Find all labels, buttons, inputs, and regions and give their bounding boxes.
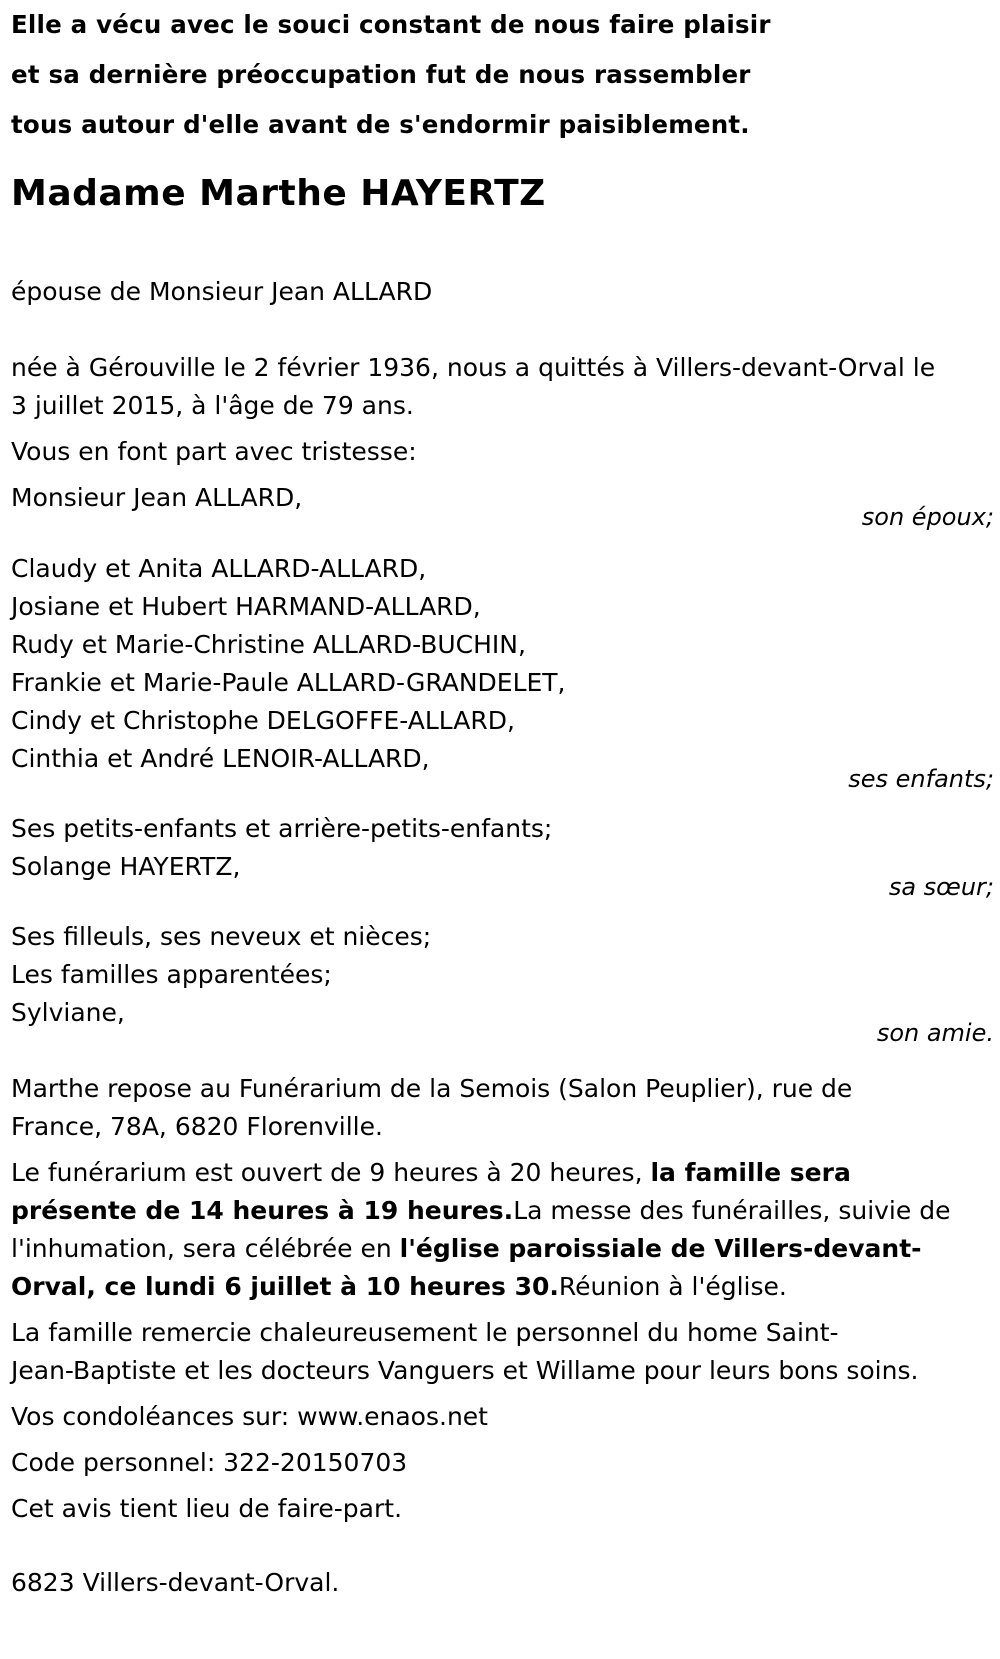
- family-name: Ses filleuls, ses neveux et nièces;: [11, 922, 432, 951]
- thanks-paragraph: [11, 1314, 991, 1390]
- family-name: Ses petits-enfants et arrière-petits-enfants;: [11, 814, 553, 843]
- relation-label: ses enfants;: [848, 765, 994, 793]
- relation-label: sa sœur;: [888, 873, 994, 901]
- funeral-emphasis: l'église paroissiale de Villers-devant-: [399, 1234, 922, 1263]
- epigraph-line-1: Elle a vécu avec le souci constant de nous faire plaisir: [11, 10, 771, 39]
- funeral-line-3: [11, 1230, 991, 1268]
- family-name: Josiane et Hubert HARMAND-ALLARD,: [11, 592, 481, 621]
- funeral-text: La messe des funérailles, suivie de: [513, 1196, 951, 1225]
- funeral-text: Le funérarium est ouvert de 9 heures à 20 heures,: [11, 1158, 651, 1187]
- epigraph-line-2: et sa dernière préoccupation fut de nous rassembler: [11, 60, 751, 89]
- deceased-name: Madame Marthe HAYERTZ: [11, 173, 546, 214]
- family-name: Monsieur Jean ALLARD,: [11, 483, 303, 512]
- family-group-sister: [11, 810, 994, 902]
- funeral-text: l'inhumation, sera célébrée en: [11, 1234, 400, 1263]
- funeral-text: Réunion à l'église.: [558, 1272, 787, 1301]
- personal-code: Code personnel: 322-20150703: [11, 1448, 408, 1477]
- funeral-paragraph: [11, 1154, 991, 1306]
- epigraph-line-3: tous autour d'elle avant de s'endormir paisiblement.: [11, 110, 750, 139]
- address-line: 6823 Villers-devant-Orval.: [11, 1568, 340, 1597]
- birth-death-paragraph: [11, 348, 991, 426]
- announcement: Vous en font part avec tristesse:: [11, 437, 417, 466]
- family-name: Cinthia et André LENOIR-ALLARD,: [11, 744, 430, 773]
- family-group-others: [11, 918, 994, 1048]
- family-group-children: [11, 550, 994, 794]
- condolences-line: Vos condoléances sur: www.enaos.net: [11, 1402, 488, 1431]
- family-name: Solange HAYERTZ,: [11, 852, 241, 881]
- family-name: Rudy et Marie-Christine ALLARD-BUCHIN,: [11, 630, 526, 659]
- relation-label: son époux;: [861, 503, 994, 531]
- family-name: Sylviane,: [11, 998, 125, 1027]
- epigraph: [11, 0, 991, 150]
- funeral-line-2: [11, 1192, 991, 1230]
- birth-death-line-2: 3 juillet 2015, à l'âge de 79 ans.: [11, 391, 414, 420]
- rest-line-2: France, 78A, 6820 Florenville.: [11, 1112, 383, 1141]
- funeral-line-1: [11, 1154, 991, 1192]
- funeral-emphasis: présente de 14 heures à 19 heures.: [11, 1196, 514, 1225]
- thanks-line-1: La famille remercie chaleureusement le personnel du home Saint-: [11, 1318, 839, 1347]
- rest-paragraph: [11, 1070, 991, 1146]
- rest-line-1: Marthe repose au Funérarium de la Semois (Salon Peuplier), rue de: [11, 1074, 853, 1103]
- spouse-line: épouse de Monsieur Jean ALLARD: [11, 277, 433, 306]
- family-group-spouse: [11, 478, 994, 532]
- funeral-emphasis: Orval, ce lundi 6 juillet à 10 heures 30.: [11, 1272, 559, 1301]
- family-name: Claudy et Anita ALLARD-ALLARD,: [11, 554, 427, 583]
- family-name: Frankie et Marie-Paule ALLARD-GRANDELET,: [11, 668, 566, 697]
- funeral-emphasis: la famille sera: [650, 1158, 851, 1187]
- birth-death-line-1: née à Gérouville le 2 février 1936, nous a quittés à Villers-devant-Orval le: [11, 353, 936, 382]
- obituary-page: [11, 0, 994, 1602]
- thanks-line-2: Jean-Baptiste et les docteurs Vanguers et Willame pour leurs bons soins.: [11, 1356, 919, 1385]
- funeral-line-4: [11, 1268, 991, 1306]
- relation-label: son amie.: [876, 1019, 994, 1047]
- family-name: Cindy et Christophe DELGOFFE-ALLARD,: [11, 706, 515, 735]
- notice-line: Cet avis tient lieu de faire-part.: [11, 1494, 403, 1523]
- family-name: Les familles apparentées;: [11, 960, 332, 989]
